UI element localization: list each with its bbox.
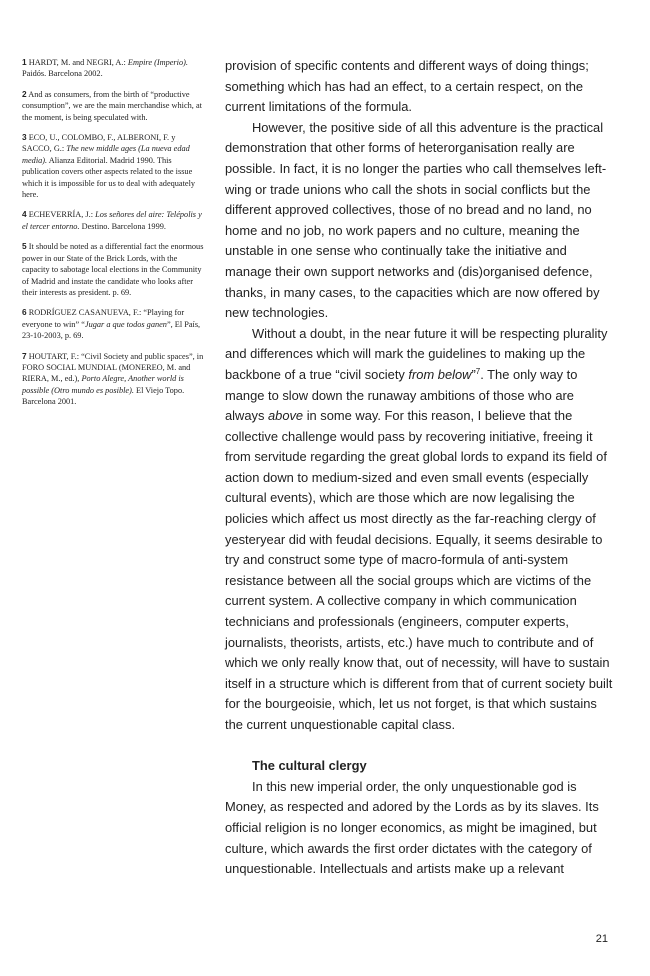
footnotes-column xyxy=(22,57,206,417)
footnote-ref-7[interactable]: 7 xyxy=(475,366,481,376)
footnote-text: Destino. Barcelona 1999. xyxy=(79,221,166,231)
paragraph-3-close-quote: ” xyxy=(471,366,476,382)
footnote-title: Jugar a que todos ganen xyxy=(84,319,167,329)
footnote-text: El Viejo Topo. Barcelona 2001. xyxy=(22,385,185,407)
footnote-text: ECHEVERRÍA, J.: xyxy=(28,210,96,220)
footnote-text: HOUTART, F.: “Civil Society and public spaces”, in FORO SOCIAL MUNDIAL (MONEREO, M. and RIERA, M., ed.), xyxy=(22,351,204,384)
footnote-1 xyxy=(22,57,206,80)
footnote-number: 4 xyxy=(22,209,27,220)
section-heading: The cultural clergy xyxy=(252,758,367,774)
paragraph-3-text-c: . The only way to mange to slow down the runaway ambitions of those who are always xyxy=(225,366,578,424)
footnote-6 xyxy=(22,307,206,341)
footnote-number: 3 xyxy=(22,132,27,143)
footnote-text: ECO, U., COLOMBO, F., ALBERONI, F. y SACCO, G.: xyxy=(22,133,176,154)
footnote-text: Paidós. Barcelona 2002. xyxy=(22,69,103,79)
footnote-text: HARDT, M. and NEGRI, A.: xyxy=(28,58,128,67)
main-text-column xyxy=(225,56,613,880)
paragraph-3-text-d: in some way. For this reason, I believe that the collective challenge would pass by recovering initiative, freeing it from servitude regarding the great global lords to expand its field of action down to medium-sized and even small events (especially cultural events), which are those which are now legalising the policies which affect us most directly as the far-reaching clergy of yesteryear did with feudal decisions. Equally, it seems desirable to try and construct some type of macro-formula of anti-system resistance between all the social groups which are victims of the current system. A collective company in which communication technicians and professionals (engineers, computer experts, journalists, theorists, artists, etc.) have much to contribute and of which we only really know that, out of necessity, will have to sustain itself in a structure which is different from that of current society built for the bourgeoisie, which, let us not forget, is that which sustains the current unquestionable capital class. xyxy=(225,408,613,732)
paragraph-2: However, the positive side of all this adventure is the practical demonstration that other forms of heterorganisation really are possible. In fact, it is no longer the parties who call themselves left-wing or trade unions who call the shots in social conflicts but the different approved collectives, those of no bread and no land, no home and no job, no work papers and no culture, meaning the unstable in one sense who continually take the initiative and manage their own support networks and (dis)organised defence, thanks, in many cases, to the capacities which are now offered by new technologies. xyxy=(225,119,607,321)
paragraph-3 xyxy=(225,324,613,736)
footnote-text: And as consumers, from the birth of “productive consumption”, we are the main merchandise which, at the moment, is being speculated with. xyxy=(22,89,202,122)
paragraph-4: In this new imperial order, the only unquestionable god is Money, as respected and adored by the Lords as by its slaves. Its official religion is no longer economics, as might be imagined, but culture, which awards the first order dictates with the category of unquestionable. Intellectuals and artists make up a relevant xyxy=(225,778,599,877)
footnote-number: 2 xyxy=(22,88,27,99)
footnote-number: 7 xyxy=(22,350,27,361)
footnote-number: 1 xyxy=(22,57,27,67)
footnote-3 xyxy=(22,132,206,200)
paragraph-1: provision of specific contents and different ways of doing things; something which has had an effect, to a certain respect, on the current limitations of the formula. xyxy=(225,58,589,115)
footnote-text: ”, El País, 23-10-2003, p. 69. xyxy=(22,319,201,341)
footnote-text: Alianza Editorial. Madrid 1990. This publication covers other aspects related to the issue which it is impossible for us to deal with adequately here. xyxy=(22,155,196,200)
footnote-2 xyxy=(22,89,206,123)
paragraph-3-emphasis-above: above xyxy=(267,408,304,424)
footnote-5 xyxy=(22,241,206,298)
paragraph-3-text-a: Without a doubt, in the near future it will be respecting plurality and differences which will mark the guidelines to making up the backbone of a true “civil society xyxy=(225,325,608,382)
footnote-text: RODRÍGUEZ CASANUEVA, F.: “Playing for everyone to win” “ xyxy=(22,308,185,329)
page-number: 21 xyxy=(595,933,608,945)
footnote-number: 5 xyxy=(22,241,27,252)
footnote-title: Porto Alegre, Another world is possible (Otro mundo es posible). xyxy=(22,374,184,395)
paragraph-3-emphasis-from-below: from below xyxy=(408,366,472,382)
footnote-text: It should be noted as a differential fact the enormous power in our State of the Brick Lords, with the capacity to sabotage local elections in the Community of Madrid and instate the candidate who looks after their interests as president. p. 69. xyxy=(22,242,204,297)
footnote-title: The new middle ages (La nueva edad media). xyxy=(22,144,190,165)
footnote-title: Los señores del aire: Telépolis y el tercer entorno. xyxy=(22,210,202,231)
footnote-number: 6 xyxy=(22,307,27,318)
footnote-title: Empire (Imperio). xyxy=(127,58,188,67)
footnote-4 xyxy=(22,209,206,232)
footnote-7 xyxy=(22,351,206,408)
